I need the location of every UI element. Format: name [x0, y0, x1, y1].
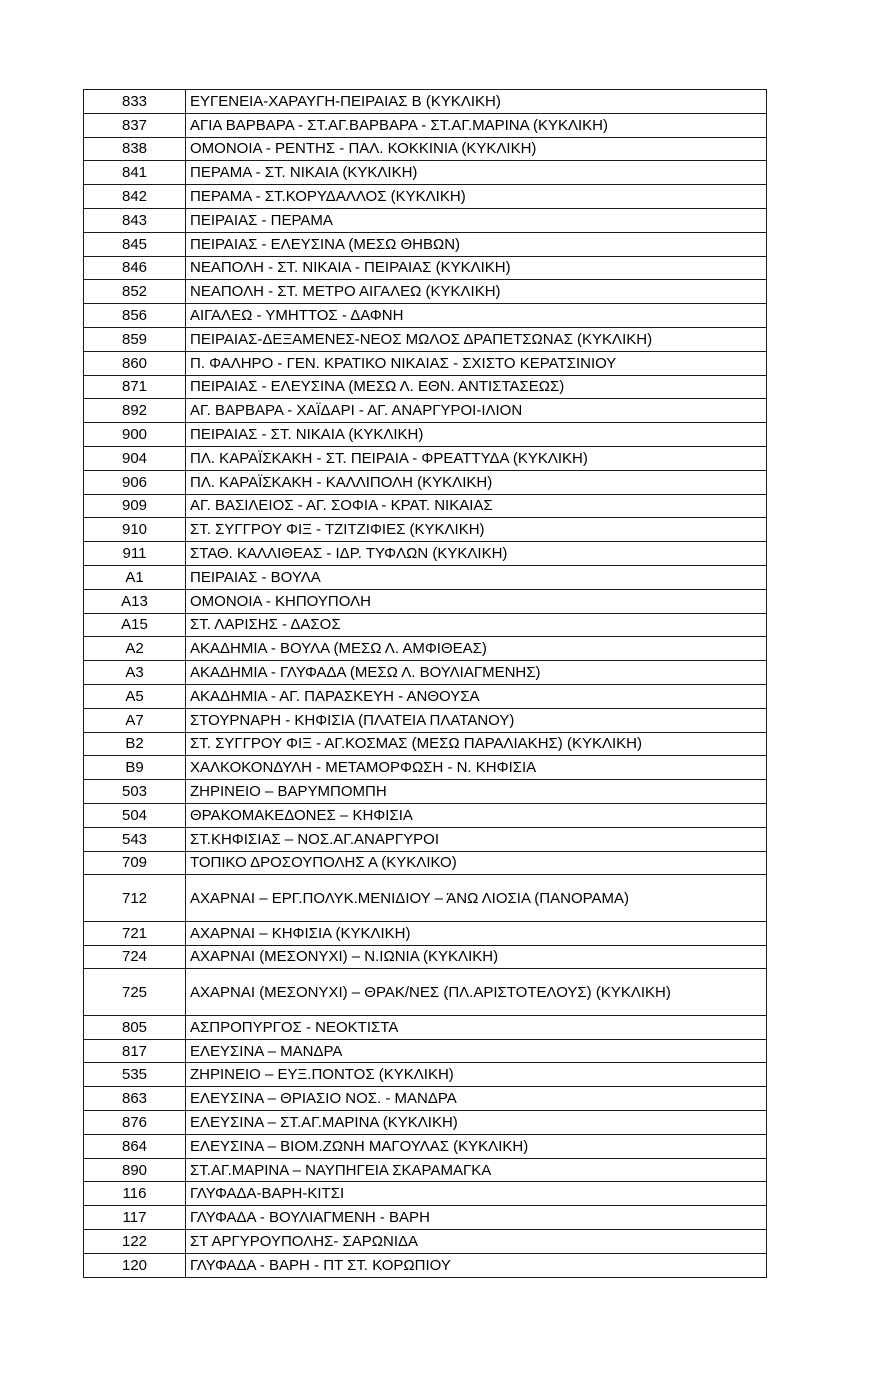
route-code-cell: 504: [84, 803, 186, 827]
table-row: [84, 113, 767, 137]
route-code-cell: Α1: [84, 565, 186, 589]
route-code-cell: 709: [84, 851, 186, 875]
route-code-cell: Α7: [84, 708, 186, 732]
route-code-cell: 120: [84, 1253, 186, 1277]
table-row: [84, 518, 767, 542]
table-row: [84, 446, 767, 470]
table-row: [84, 256, 767, 280]
table-row: [84, 875, 767, 922]
route-code-cell: 876: [84, 1111, 186, 1135]
route-description-cell: ΝΕΑΠΟΛΗ - ΣΤ. ΜΕΤΡΟ ΑΙΓΑΛΕΩ (ΚΥΚΛΙΚΗ): [186, 280, 767, 304]
route-code-cell: 906: [84, 470, 186, 494]
route-description-cell: ΠΕΡΑΜΑ - ΣΤ. ΝΙΚΑΙΑ (ΚΥΚΛΙΚΗ): [186, 161, 767, 185]
route-description-cell: ΓΛΥΦΑΔΑ - ΒΑΡΗ - ΠΤ ΣΤ. ΚΟΡΩΠΙΟΥ: [186, 1253, 767, 1277]
table-row: [84, 589, 767, 613]
route-description-cell: ΣΤΟΥΡΝΑΡΗ - ΚΗΦΙΣΙΑ (ΠΛΑΤΕΙΑ ΠΛΑΤΑΝΟΥ): [186, 708, 767, 732]
route-code-cell: Α5: [84, 684, 186, 708]
table-row: [84, 1206, 767, 1230]
table-row: [84, 185, 767, 209]
route-code-cell: 904: [84, 446, 186, 470]
table-row: [84, 304, 767, 328]
table-row: [84, 565, 767, 589]
table-row: [84, 399, 767, 423]
table-row: [84, 280, 767, 304]
route-description-cell: ΑΙΓΑΛΕΩ - ΥΜΗΤΤΟΣ - ΔΑΦΝΗ: [186, 304, 767, 328]
route-description-cell: ΠΕΙΡΑΙΑΣ - ΒΟΥΛΑ: [186, 565, 767, 589]
route-code-cell: 837: [84, 113, 186, 137]
route-description-cell: ΣΤ. ΣΥΓΓΡΟΥ ΦΙΞ - ΑΓ.ΚΟΣΜΑΣ (ΜΕΣΩ ΠΑΡΑΛΙΑΚΗΣ) (ΚΥΚΛΙΚΗ): [186, 732, 767, 756]
table-row: [84, 827, 767, 851]
route-description-cell: ΠΕΡΑΜΑ - ΣΤ.ΚΟΡΥΔΑΛΛΟΣ (ΚΥΚΛΙΚΗ): [186, 185, 767, 209]
route-code-cell: 817: [84, 1039, 186, 1063]
route-description-cell: ΖΗΡΙΝΕΙΟ – ΕΥΞ.ΠΟΝΤΟΣ (ΚΥΚΛΙΚΗ): [186, 1063, 767, 1087]
route-description-cell: ΑΚΑΔΗΜΙΑ - ΑΓ. ΠΑΡΑΣΚΕΥΗ - ΑΝΘΟΥΣΑ: [186, 684, 767, 708]
route-code-cell: 841: [84, 161, 186, 185]
route-description-cell: ΑΧΑΡΝΑΙ – ΕΡΓ.ΠΟΛΥΚ.ΜΕΝΙΔΙΟΥ – ΆΝΩ ΛΙΟΣΙΑ (ΠΑΝΟΡΑΜΑ): [186, 875, 767, 922]
route-description-cell: ΕΛΕΥΣΙΝΑ – ΣΤ.ΑΓ.ΜΑΡΙΝΑ (ΚΥΚΛΙΚΗ): [186, 1111, 767, 1135]
route-code-cell: Α2: [84, 637, 186, 661]
table-row: [84, 684, 767, 708]
route-code-cell: 535: [84, 1063, 186, 1087]
route-code-cell: 724: [84, 945, 186, 969]
table-row: [84, 1158, 767, 1182]
route-description-cell: ΣΤ ΑΡΓΥΡΟΥΠΟΛΗΣ- ΣΑΡΩΝΙΔΑ: [186, 1230, 767, 1254]
route-description-cell: ΟΜΟΝΟΙΑ - ΡΕΝΤΗΣ - ΠΑΛ. ΚΟΚΚΙΝΙΑ (ΚΥΚΛΙΚΗ): [186, 137, 767, 161]
route-code-cell: 864: [84, 1134, 186, 1158]
route-description-cell: ΧΑΛΚΟΚΟΝΔΥΛΗ - ΜΕΤΑΜΟΡΦΩΣΗ - Ν. ΚΗΦΙΣΙΑ: [186, 756, 767, 780]
route-description-cell: ΓΛΥΦΑΔΑ-ΒΑΡΗ-ΚΙΤΣΙ: [186, 1182, 767, 1206]
route-description-cell: ΣΤ.ΑΓ.ΜΑΡΙΝΑ – ΝΑΥΠΗΓΕΙΑ ΣΚΑΡΑΜΑΓΚΑ: [186, 1158, 767, 1182]
route-code-cell: 838: [84, 137, 186, 161]
route-code-cell: 892: [84, 399, 186, 423]
route-description-cell: ΕΥΓΕΝΕΙΑ-ΧΑΡΑΥΓΗ-ΠΕΙΡΑΙΑΣ Β (ΚΥΚΛΙΚΗ): [186, 90, 767, 114]
route-description-cell: ΣΤ. ΛΑΡΙΣΗΣ - ΔΑΣΟΣ: [186, 613, 767, 637]
table-row: [84, 756, 767, 780]
table-row: [84, 137, 767, 161]
route-description-cell: Π. ΦΑΛΗΡΟ - ΓΕΝ. ΚΡΑΤΙΚΟ ΝΙΚΑΙΑΣ - ΣΧΙΣΤΟ ΚΕΡΑΤΣΙΝΙΟΥ: [186, 351, 767, 375]
table-row: [84, 351, 767, 375]
table-row: [84, 803, 767, 827]
table-row: [84, 423, 767, 447]
table-row: [84, 708, 767, 732]
table-row: [84, 327, 767, 351]
table-row: [84, 921, 767, 945]
table-row: [84, 208, 767, 232]
routes-table: [83, 89, 767, 1278]
route-code-cell: Α3: [84, 661, 186, 685]
table-row: [84, 494, 767, 518]
route-code-cell: 725: [84, 969, 186, 1016]
route-code-cell: 543: [84, 827, 186, 851]
table-row: [84, 732, 767, 756]
route-description-cell: ΕΛΕΥΣΙΝΑ – ΘΡΙΑΣΙΟ ΝΟΣ. - ΜΑΝΔΡΑ: [186, 1087, 767, 1111]
route-code-cell: 911: [84, 542, 186, 566]
route-code-cell: Β2: [84, 732, 186, 756]
route-description-cell: ΠΛ. ΚΑΡΑΪΣΚΑΚΗ - ΚΑΛΛΙΠΟΛΗ (ΚΥΚΛΙΚΗ): [186, 470, 767, 494]
route-description-cell: ΤΟΠΙΚΟ ΔΡΟΣΟΥΠΟΛΗΣ Α (ΚΥΚΛΙΚΟ): [186, 851, 767, 875]
route-description-cell: ΠΕΙΡΑΙΑΣ - ΕΛΕΥΣΙΝΑ (ΜΕΣΩ ΘΗΒΩΝ): [186, 232, 767, 256]
route-code-cell: Α15: [84, 613, 186, 637]
table-row: [84, 1253, 767, 1277]
route-description-cell: ΑΓ. ΒΑΡΒΑΡΑ - ΧΑΪΔΑΡΙ - ΑΓ. ΑΝΑΡΓΥΡΟΙ-ΙΛΙΟΝ: [186, 399, 767, 423]
route-description-cell: ΑΧΑΡΝΑΙ (ΜΕΣΟΝΥΧΙ) – ΘΡΑΚ/ΝΕΣ (ΠΛ.ΑΡΙΣΤΟΤΕΛΟΥΣ) (ΚΥΚΛΙΚΗ): [186, 969, 767, 1016]
route-code-cell: 721: [84, 921, 186, 945]
route-description-cell: ΣΤ. ΣΥΓΓΡΟΥ ΦΙΞ - ΤΖΙΤΖΙΦΙΕΣ (ΚΥΚΛΙΚΗ): [186, 518, 767, 542]
route-description-cell: ΕΛΕΥΣΙΝΑ – ΒΙΟΜ.ΖΩΝΗ ΜΑΓΟΥΛΑΣ (ΚΥΚΛΙΚΗ): [186, 1134, 767, 1158]
route-code-cell: 846: [84, 256, 186, 280]
route-code-cell: 712: [84, 875, 186, 922]
route-code-cell: 116: [84, 1182, 186, 1206]
route-description-cell: ΑΚΑΔΗΜΙΑ - ΒΟΥΛΑ (ΜΕΣΩ Λ. ΑΜΦΙΘΕΑΣ): [186, 637, 767, 661]
route-code-cell: Α13: [84, 589, 186, 613]
route-code-cell: 909: [84, 494, 186, 518]
routes-table-body: [84, 90, 767, 1278]
route-description-cell: ΑΧΑΡΝΑΙ (ΜΕΣΟΝΥΧΙ) – Ν.ΙΩΝΙΑ (ΚΥΚΛΙΚΗ): [186, 945, 767, 969]
route-code-cell: 900: [84, 423, 186, 447]
route-code-cell: 910: [84, 518, 186, 542]
route-description-cell: ΣΤ.ΚΗΦΙΣΙΑΣ – ΝΟΣ.ΑΓ.ΑΝΑΡΓΥΡΟΙ: [186, 827, 767, 851]
route-code-cell: 859: [84, 327, 186, 351]
table-row: [84, 232, 767, 256]
route-description-cell: ΠΕΙΡΑΙΑΣ - ΣΤ. ΝΙΚΑΙΑ (ΚΥΚΛΙΚΗ): [186, 423, 767, 447]
table-row: [84, 1063, 767, 1087]
route-code-cell: Β9: [84, 756, 186, 780]
route-code-cell: 833: [84, 90, 186, 114]
table-row: [84, 780, 767, 804]
table-row: [84, 470, 767, 494]
route-code-cell: 503: [84, 780, 186, 804]
table-row: [84, 637, 767, 661]
table-row: [84, 1111, 767, 1135]
table-row: [84, 945, 767, 969]
table-row: [84, 969, 767, 1016]
route-code-cell: 860: [84, 351, 186, 375]
route-description-cell: ΣΤΑΘ. ΚΑΛΛΙΘΕΑΣ - ΙΔΡ. ΤΥΦΛΩΝ (ΚΥΚΛΙΚΗ): [186, 542, 767, 566]
table-row: [84, 1039, 767, 1063]
table-row: [84, 1230, 767, 1254]
table-row: [84, 90, 767, 114]
route-description-cell: ΠΕΙΡΑΙΑΣ-ΔΕΞΑΜΕΝΕΣ-ΝΕΟΣ ΜΩΛΟΣ ΔΡΑΠΕΤΣΩΝΑΣ (ΚΥΚΛΙΚΗ): [186, 327, 767, 351]
route-code-cell: 842: [84, 185, 186, 209]
route-description-cell: ΓΛΥΦΑΔΑ - ΒΟΥΛΙΑΓΜΕΝΗ - ΒΑΡΗ: [186, 1206, 767, 1230]
route-description-cell: ΘΡΑΚΟΜΑΚΕΔΟΝΕΣ – ΚΗΦΙΣΙΑ: [186, 803, 767, 827]
table-row: [84, 613, 767, 637]
route-code-cell: 863: [84, 1087, 186, 1111]
route-description-cell: ΑΓΙΑ ΒΑΡΒΑΡΑ - ΣΤ.ΑΓ.ΒΑΡΒΑΡΑ - ΣΤ.ΑΓ.ΜΑΡΙΝΑ (ΚΥΚΛΙΚΗ): [186, 113, 767, 137]
route-code-cell: 122: [84, 1230, 186, 1254]
route-description-cell: ΑΧΑΡΝΑΙ – ΚΗΦΙΣΙΑ (ΚΥΚΛΙΚΗ): [186, 921, 767, 945]
route-description-cell: ΝΕΑΠΟΛΗ - ΣΤ. ΝΙΚΑΙΑ - ΠΕΙΡΑΙΑΣ (ΚΥΚΛΙΚΗ): [186, 256, 767, 280]
table-row: [84, 661, 767, 685]
route-description-cell: ΑΚΑΔΗΜΙΑ - ΓΛΥΦΑΔΑ (ΜΕΣΩ Λ. ΒΟΥΛΙΑΓΜΕΝΗΣ): [186, 661, 767, 685]
route-description-cell: ΠΕΙΡΑΙΑΣ - ΠΕΡΑΜΑ: [186, 208, 767, 232]
table-row: [84, 1134, 767, 1158]
route-description-cell: ΟΜΟΝΟΙΑ - ΚΗΠΟΥΠΟΛΗ: [186, 589, 767, 613]
table-row: [84, 1015, 767, 1039]
table-row: [84, 542, 767, 566]
table-row: [84, 161, 767, 185]
route-code-cell: 843: [84, 208, 186, 232]
route-description-cell: ΑΣΠΡΟΠΥΡΓΟΣ - ΝΕΟΚΤΙΣΤΑ: [186, 1015, 767, 1039]
route-description-cell: ΕΛΕΥΣΙΝΑ – ΜΑΝΔΡΑ: [186, 1039, 767, 1063]
route-description-cell: ΠΛ. ΚΑΡΑΪΣΚΑΚΗ - ΣΤ. ΠΕΙΡΑΙΑ - ΦΡΕΑΤΤΥΔΑ (ΚΥΚΛΙΚΗ): [186, 446, 767, 470]
route-code-cell: 805: [84, 1015, 186, 1039]
table-row: [84, 1182, 767, 1206]
route-description-cell: ΖΗΡΙΝΕΙΟ – ΒΑΡΥΜΠΟΜΠΗ: [186, 780, 767, 804]
route-code-cell: 871: [84, 375, 186, 399]
table-row: [84, 375, 767, 399]
route-description-cell: ΑΓ. ΒΑΣΙΛΕΙΟΣ - ΑΓ. ΣΟΦΙΑ - ΚΡΑΤ. ΝΙΚΑΙΑΣ: [186, 494, 767, 518]
route-code-cell: 117: [84, 1206, 186, 1230]
route-code-cell: 852: [84, 280, 186, 304]
route-description-cell: ΠΕΙΡΑΙΑΣ - ΕΛΕΥΣΙΝΑ (ΜΕΣΩ Λ. ΕΘΝ. ΑΝΤΙΣΤΑΣΕΩΣ): [186, 375, 767, 399]
table-row: [84, 1087, 767, 1111]
table-row: [84, 851, 767, 875]
route-code-cell: 856: [84, 304, 186, 328]
route-code-cell: 890: [84, 1158, 186, 1182]
route-code-cell: 845: [84, 232, 186, 256]
